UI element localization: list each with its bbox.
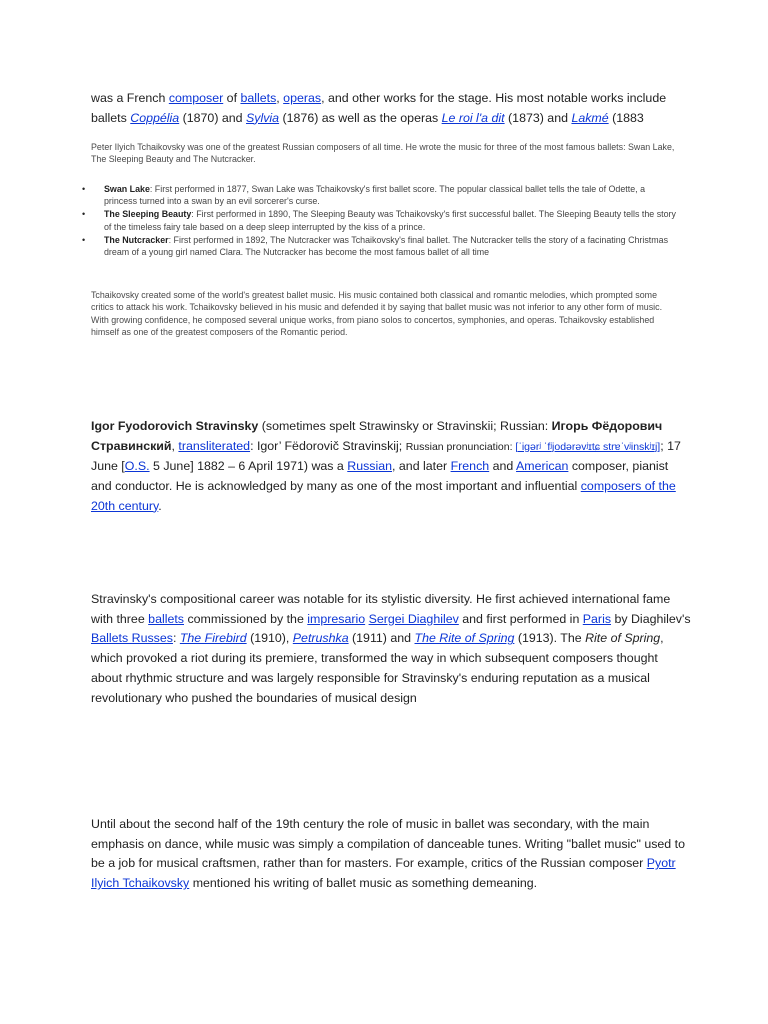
link-composer[interactable]: composer [168, 91, 224, 105]
link-russian[interactable]: Russian [347, 459, 393, 474]
ballet-list [78, 183, 678, 259]
list-item [78, 183, 678, 208]
list-item-title: The Sleeping Beauty [104, 209, 192, 220]
link-french[interactable]: French [450, 459, 490, 474]
link-operas[interactable]: operas [283, 91, 322, 105]
bullet-icon: • [82, 184, 86, 194]
bullet-icon: • [82, 209, 86, 220]
list-item-title: The Nutcracker [104, 234, 169, 245]
link-sylvia[interactable]: Sylvia [246, 110, 280, 125]
link-paris[interactable]: Paris [582, 611, 612, 626]
paragraph-ballet-music: Until about the second half of the 19th century the role of music in ballet was secondary, with the main emphasis on dance, while music was simply a compilation of danceable tunes. Writing "ballet music" used to be a job for musical craftsmen, rather than for masters. For example, critics of the Russian composer Pyotr Ilyich Tchaikovsky mentioned his writing of ballet music as something demeaning. [91, 817, 685, 891]
stravinsky-name: Igor Fyodorovich Stravinsky [91, 419, 259, 433]
link-le-roi[interactable]: Le roi l'a dit [441, 110, 505, 125]
link-rite-of-spring[interactable]: The Rite of Spring [414, 631, 515, 646]
link-lakme[interactable]: Lakmé [571, 110, 609, 125]
list-item-text: : First performed in 1890, The Sleeping Beauty was Tchaikovsky's first successful ballet. The Sleeping Beauty tells the story of the timeless fairy tale based on a deep sleep interrupted by the kiss of a prince. [104, 209, 676, 232]
cyrillic-name: Игорь Фёдорович Стравинский [91, 419, 663, 453]
link-coppelia[interactable]: Coppélia [130, 110, 180, 125]
paragraph-tchaikovsky-music: Tchaikovsky created some of the world's greatest ballet music. His music contained both classical and romantic melodies, which prompted some critics to attack his work. Tchaikovsky believed in his music and defended it by saying that ballet music was not inferior to any other form of music. With growing confidence, he composed several unique works, from piano solos to concertos, symphonies, and operas. Tchaikovsky established himself as one of the greatest composers of the Romantic period. [91, 290, 663, 338]
list-item-text: : First performed in 1877, Swan Lake was Tchaikovsky's first ballet score. The popular classical ballet tells the tale of Odette, a princess turned into a swan by an evil sorcerer's curse. [104, 184, 646, 207]
link-impresario[interactable]: impresario [307, 611, 366, 626]
bullet-icon: • [82, 234, 86, 245]
link-old-style[interactable]: O.S. [124, 459, 150, 474]
list-item-text: : First performed in 1892, The Nutcracker was Tchaikovsky's final ballet. The Nutcracker tells the story of a facinating Christmas dream of a young girl named Clara. The Nutcracker has become the most famous ballet of all time [104, 234, 669, 258]
link-pyotr-tchaikovsky[interactable]: Pyotr Ilyich Tchaikovsky [91, 856, 676, 891]
link-petrushka[interactable]: Petrushka [292, 631, 349, 646]
list-item [78, 234, 678, 259]
paragraph-stravinsky-bio: Igor Fyodorovich Stravinsky (sometimes spelt Strawinsky or Stravinskii; Russian: Игорь Фёдорович Стравинский, transliterated: Igor’ Fëdorovič Stravinskij; Russian pronunciation: [ˈiɡərʲ ˈfʲjodərəvʲɪtɕ strɐˈvʲinskʲɪj]; 17 June [O.S. 5 June] 1882 – 6 April 1971) was a Russian, and later French and American composer, pianist and conductor. He is acknowledged by many as one of the most important and influential composers of the 20th century. [91, 419, 681, 513]
paragraph-delibes: was a French composer of ballets, operas, and other works for the stage. His most notable works include ballets Coppélia (1870) and Sylvia (1876) as well as the operas Le roi l'a dit (1873) and Lakmé (1883 [91, 91, 667, 125]
paragraph-stravinsky-career: Stravinsky's compositional career was notable for its stylistic diversity. He first achieved international fame with three ballets commissioned by the impresario Sergei Diaghilev and first performed in Paris by Diaghilev's Ballets Russes: The Firebird (1910), Petrushka (1911) and The Rite of Spring (1913). The Rite of Spring, which provoked a riot during its premiere, transformed the way in which subsequent composers thought about rhythmic structure and was largely responsible for Stravinsky's enduring reputation as a musical revolutionary who pushed the boundaries of musical design [91, 592, 691, 705]
link-ballets[interactable]: ballets [240, 91, 277, 105]
link-ballets-russes[interactable]: Ballets Russes [91, 631, 173, 646]
list-item [78, 208, 678, 233]
link-sergei-diaghilev[interactable]: Sergei Diaghilev [368, 611, 459, 626]
link-composers-20th-century[interactable]: composers of the 20th century [91, 479, 676, 513]
paragraph-tchaikovsky-intro: Peter Ilyich Tchaikovsky was one of the greatest Russian composers of all time. He wrote the music for three of the most famous ballets: Swan Lake, The Sleeping Beauty and The Nutcracker. [91, 142, 675, 165]
link-american[interactable]: American [516, 459, 569, 474]
list-item-title: Swan Lake [104, 184, 150, 194]
link-ballets-2[interactable]: ballets [148, 611, 184, 626]
link-transliterated[interactable]: transliterated [178, 438, 251, 453]
link-the-firebird[interactable]: The Firebird [179, 631, 247, 646]
link-ipa[interactable]: [ˈiɡərʲ ˈfʲjodərəvʲɪtɕ strɐˈvʲinskʲɪj] [515, 440, 661, 453]
